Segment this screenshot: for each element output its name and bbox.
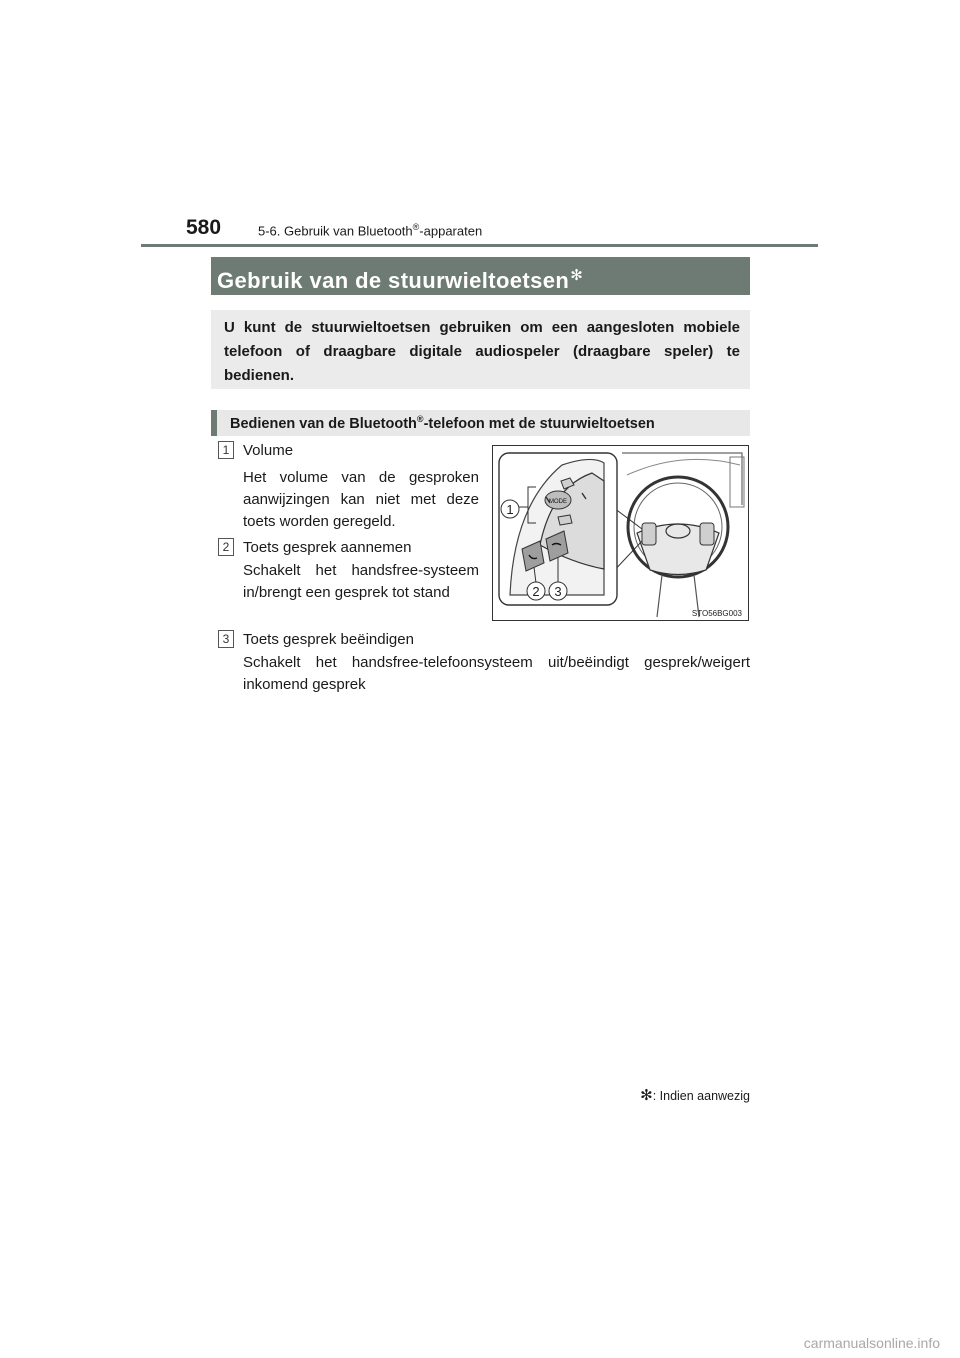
callout-2: 2 <box>532 584 540 599</box>
breadcrumb-registered: ® <box>412 222 420 232</box>
watermark: carmanualsonline.info <box>803 1335 940 1351</box>
steering-wheel-figure <box>492 445 749 621</box>
item-number-badge: 1 <box>218 441 234 459</box>
item-number-badge: 2 <box>218 538 234 556</box>
intro-box: U kunt de stuurwieltoetsen gebruiken om een aangesloten mobiele telefoon of draagbare digitale audiospeler (draagbare speler) te bedienen. <box>211 310 750 389</box>
item-description: Schakelt het handsfree-telefoonsysteem uit/beëindigt gesprek/weigert inkomend gesprek <box>243 654 750 693</box>
breadcrumb-text: 5-6. Gebruik van Bluetooth <box>258 223 413 239</box>
mode-button-label: MODE <box>549 499 567 505</box>
item-title: Toets gesprek aannemen <box>243 539 412 556</box>
item-description: Het volume van de gesproken aanwijzingen kan niet met deze toets worden geregeld. <box>243 469 479 530</box>
footnote-text: : Indien aanwezig <box>652 1089 750 1103</box>
item-title: Volume <box>243 442 294 459</box>
subsection-title-pre: Bedienen van de Bluetooth <box>230 416 417 432</box>
optional-marker: ✻ <box>570 267 584 284</box>
header-rule <box>141 244 818 247</box>
figure-code: STO56BG003 <box>691 609 742 618</box>
steering-wheel-illustration <box>492 445 749 621</box>
subsection-title <box>211 410 750 436</box>
item-description: Schakelt het handsfree-systeem in/brengt een gesprek tot stand <box>243 562 479 601</box>
callout-1: 1 <box>506 502 514 517</box>
item-number-badge: 3 <box>218 630 234 648</box>
breadcrumb-suffix: -apparaten <box>419 223 483 239</box>
footnote <box>640 1086 750 1104</box>
page-number: 580 <box>186 216 222 239</box>
section-title <box>211 257 750 295</box>
callout-3: 3 <box>554 584 562 599</box>
item-title: Toets gesprek beëindigen <box>243 631 414 648</box>
subsection-registered: ® <box>416 414 424 425</box>
footnote-marker: ✻ <box>640 1087 653 1104</box>
breadcrumb <box>258 222 482 238</box>
subsection-title-post: -telefoon met de stuurwieltoetsen <box>423 416 655 432</box>
section-title-text: Gebruik van de stuurwieltoetsen <box>217 268 570 293</box>
